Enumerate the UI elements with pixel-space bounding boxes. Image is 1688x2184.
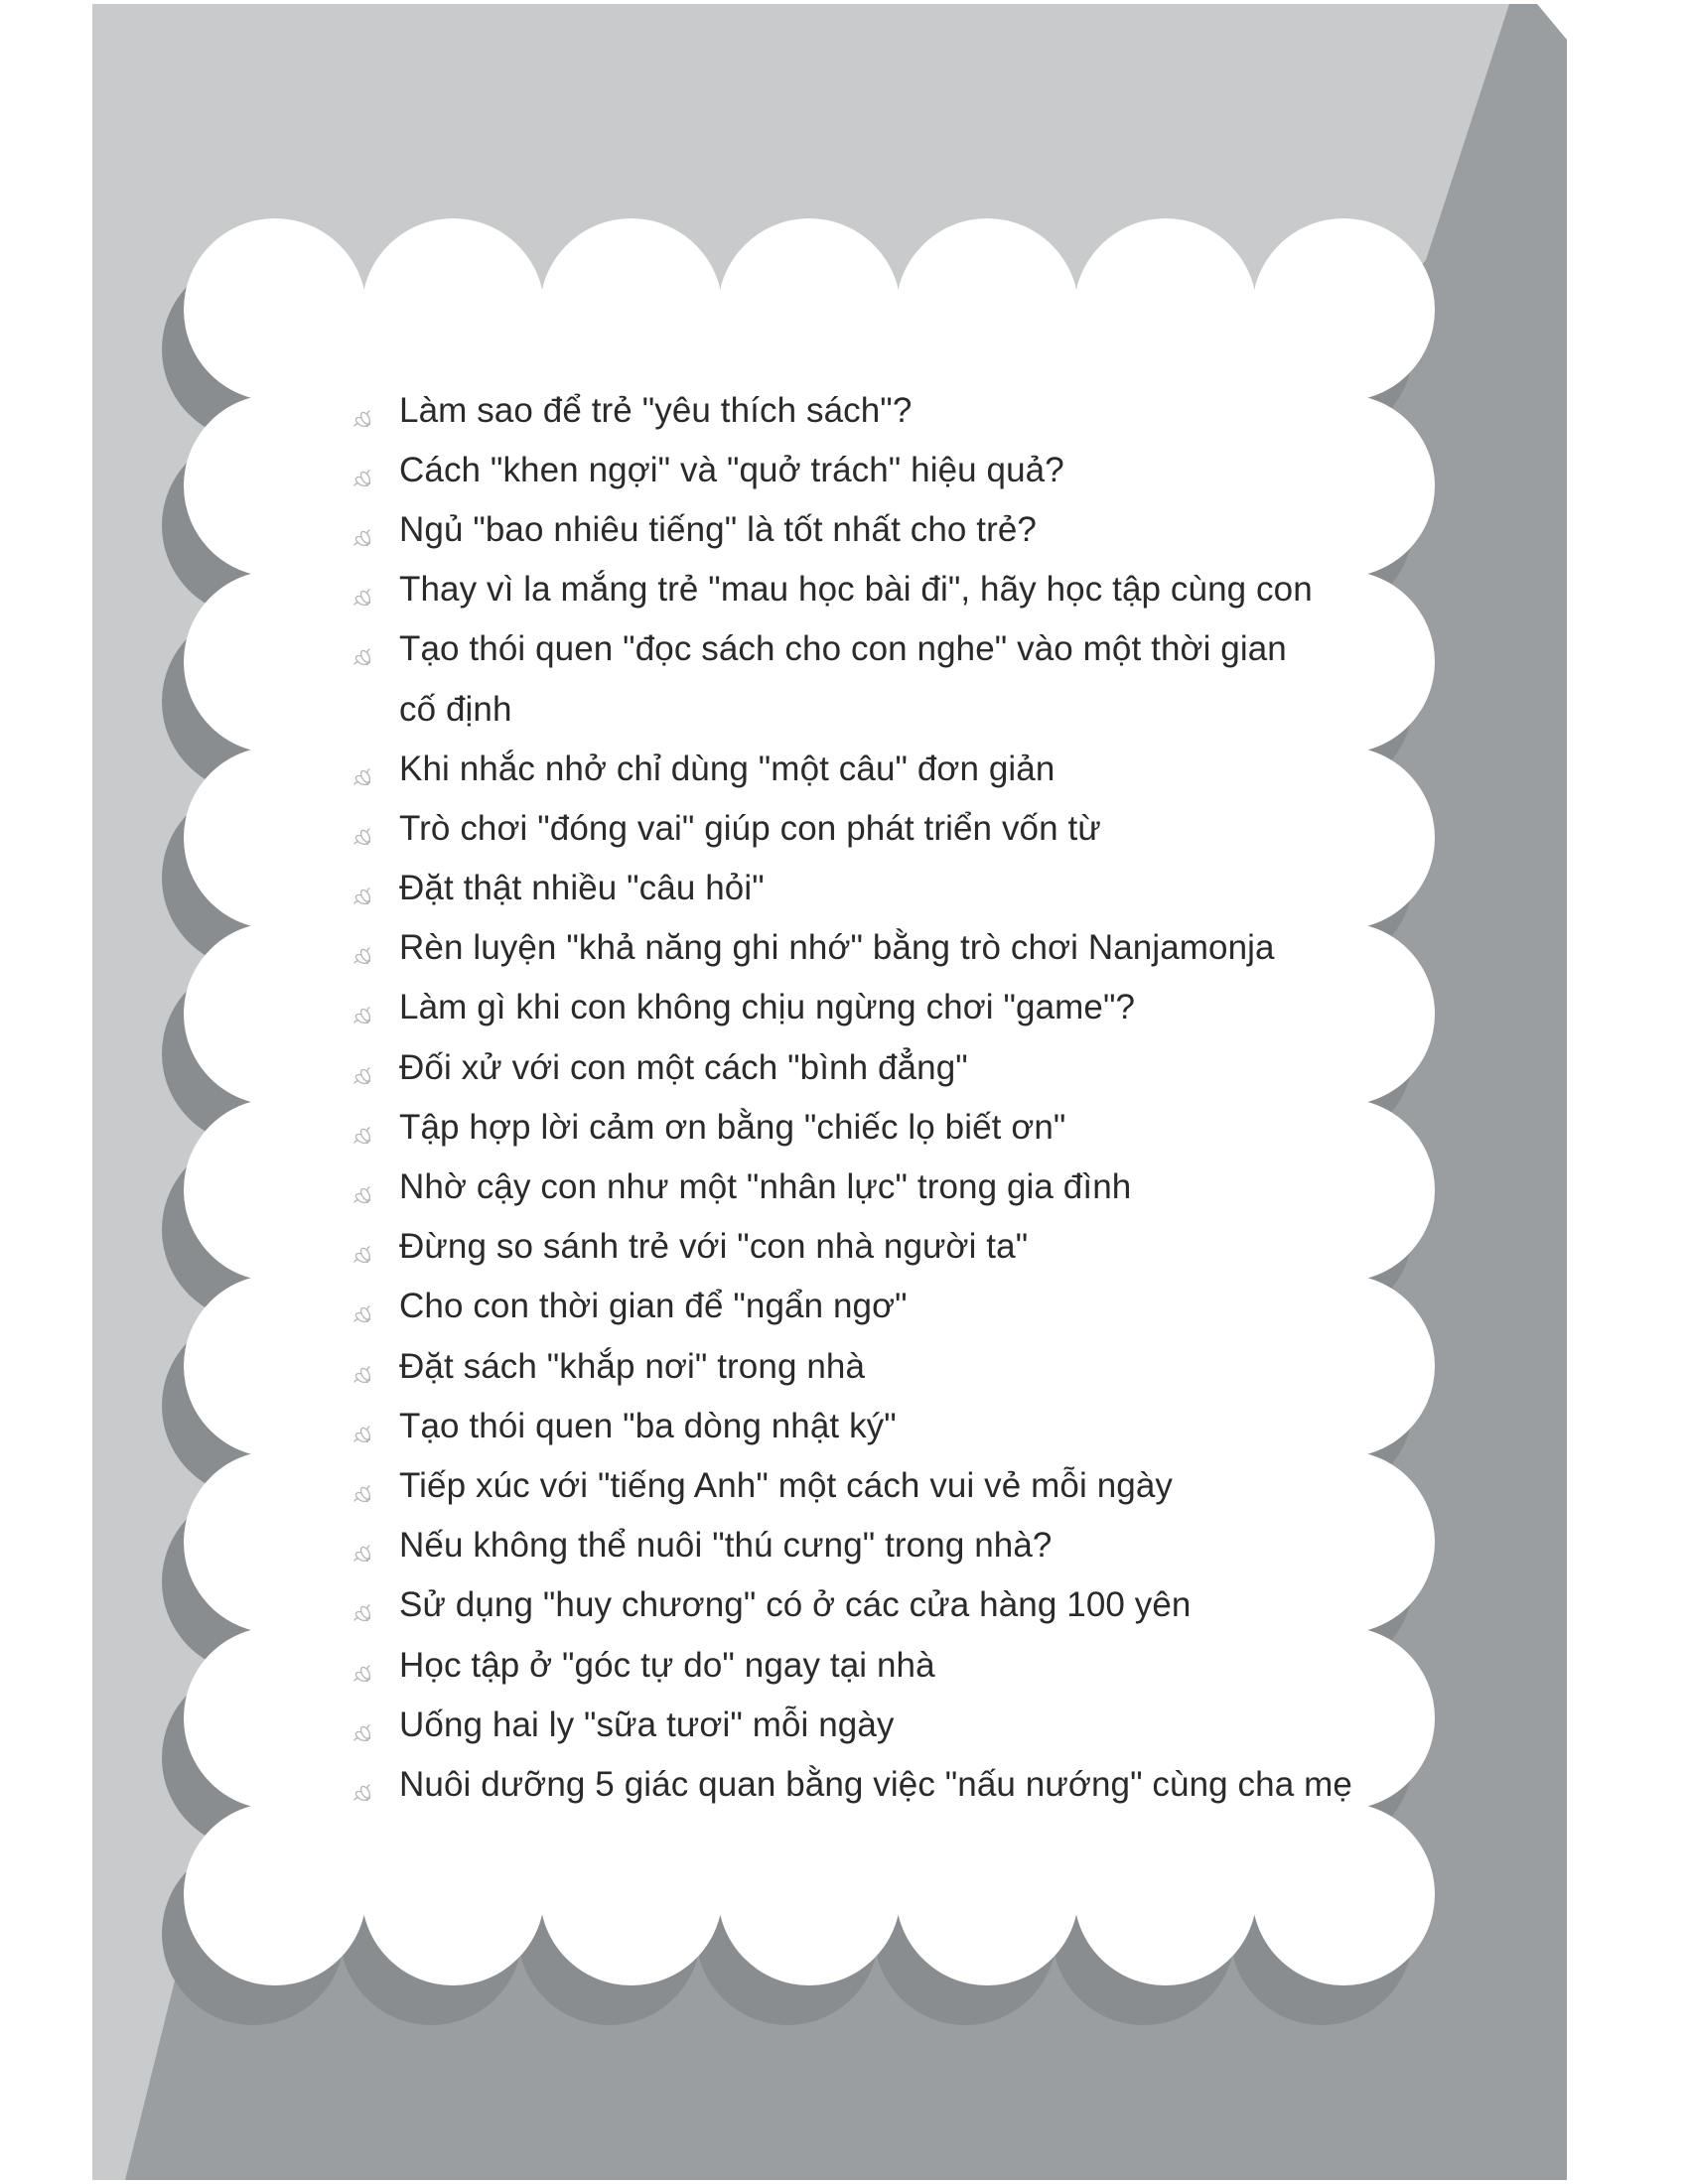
toc-item-label: Sử dụng "huy chương" có ở các cửa hàng 100 yên (399, 1585, 1192, 1625)
toc-item (338, 619, 1352, 679)
toc-item (338, 1217, 1352, 1277)
toc-item-label: Làm sao để trẻ "yêu thích sách"? (399, 390, 913, 430)
toc-item-label: Tạo thói quen "đọc sách cho con nghe" vào một thời gian (399, 629, 1287, 669)
flower-bullet-icon (338, 1350, 399, 1383)
toc-item (338, 440, 1352, 499)
toc-item (338, 1396, 1352, 1455)
flower-bullet-icon (338, 1230, 399, 1263)
flower-bullet-icon (338, 931, 399, 964)
flower-bullet-icon (338, 752, 399, 785)
toc-item-label: Đặt sách "khắp nơi" trong nhà (399, 1346, 866, 1386)
toc-item (338, 1157, 1352, 1216)
toc-item (338, 978, 1352, 1037)
toc-item (338, 1575, 1352, 1635)
toc-item-label: Cho con thời gian để "ngẩn ngơ" (399, 1287, 908, 1326)
flower-bullet-icon (338, 513, 399, 546)
toc-item-label: Cách "khen ngợi" và "quở trách" hiệu quả? (399, 450, 1064, 489)
toc-item (338, 560, 1352, 619)
flower-bullet-icon (338, 1111, 399, 1144)
flower-bullet-icon (338, 1290, 399, 1322)
toc-item-label: Thay vì la mắng trẻ "mau học bài đi", hãy học tập cùng con (399, 570, 1313, 610)
toc-item-label: Khi nhắc nhở chỉ dùng "một câu" đơn giản (399, 749, 1055, 788)
toc-item-label: Đối xử với con một cách "bình đẳng" (399, 1047, 968, 1087)
toc-item-label: Rèn luyện "khả năng ghi nhớ" bằng trò chơi Nanjamonja (399, 928, 1275, 968)
toc-item-continuation (338, 679, 1352, 739)
toc-item (338, 1037, 1352, 1097)
toc-item (338, 1695, 1352, 1754)
toc-item (338, 1635, 1352, 1695)
toc-item (338, 1516, 1352, 1575)
toc-item-label: Trò chơi "đóng vai" giúp con phát triển vốn từ (399, 808, 1101, 848)
flower-bullet-icon (338, 632, 399, 665)
flower-bullet-icon (338, 1410, 399, 1442)
toc-item (338, 1277, 1352, 1336)
toc-item-label: Tạo thói quen "ba dòng nhật ký" (399, 1406, 897, 1445)
toc-item-label: Ngủ "bao nhiêu tiếng" là tốt nhất cho trẻ? (399, 509, 1037, 549)
toc-item (338, 499, 1352, 559)
toc-item (338, 380, 1352, 440)
flower-bullet-icon (338, 573, 399, 606)
toc-item-label: Nếu không thể nuôi "thú cưng" trong nhà? (399, 1526, 1053, 1566)
toc-item (338, 918, 1352, 978)
flower-bullet-icon (338, 1708, 399, 1741)
toc-item-label: Đặt thật nhiều "câu hỏi" (399, 869, 765, 908)
toc-item (338, 798, 1352, 858)
toc-item-label: Đừng so sánh trẻ với "con nhà người ta" (399, 1227, 1029, 1267)
flower-bullet-icon (338, 1170, 399, 1203)
flower-bullet-icon (338, 394, 399, 427)
toc-item (338, 1336, 1352, 1396)
flower-bullet-icon (338, 1469, 399, 1502)
flower-bullet-icon (338, 991, 399, 1024)
flower-bullet-icon (338, 1529, 399, 1562)
flower-bullet-icon (338, 1051, 399, 1084)
toc-item-label: Làm gì khi con không chịu ngừng chơi "game"? (399, 988, 1136, 1027)
toc-item-label: Nhờ cậy con như một "nhân lực" trong gia đình (399, 1167, 1132, 1207)
flower-bullet-icon (338, 1768, 399, 1801)
flower-bullet-icon (338, 872, 399, 904)
toc-item-label: Tiếp xúc với "tiếng Anh" một cách vui vẻ mỗi ngày (399, 1465, 1173, 1505)
toc-item-label: Uống hai ly "sữa tươi" mỗi ngày (399, 1705, 895, 1744)
toc-item (338, 739, 1352, 798)
toc-item-label: Nuôi dưỡng 5 giác quan bằng việc "nấu nướng" cùng cha mẹ (399, 1764, 1352, 1804)
toc-item (338, 859, 1352, 918)
flower-bullet-icon (338, 454, 399, 486)
toc-item-label: cố định (399, 689, 512, 729)
toc-item-label: Tập hợp lời cảm ơn bằng "chiếc lọ biết ơn" (399, 1107, 1066, 1147)
flower-bullet-icon (338, 812, 399, 845)
flower-bullet-icon (338, 1588, 399, 1621)
toc-list (338, 380, 1352, 1815)
toc-item (338, 1455, 1352, 1515)
toc-item-label: Học tập ở "góc tự do" ngay tại nhà (399, 1645, 935, 1685)
toc-item (338, 1097, 1352, 1157)
flower-bullet-icon (338, 1649, 399, 1682)
toc-item (338, 1754, 1352, 1814)
